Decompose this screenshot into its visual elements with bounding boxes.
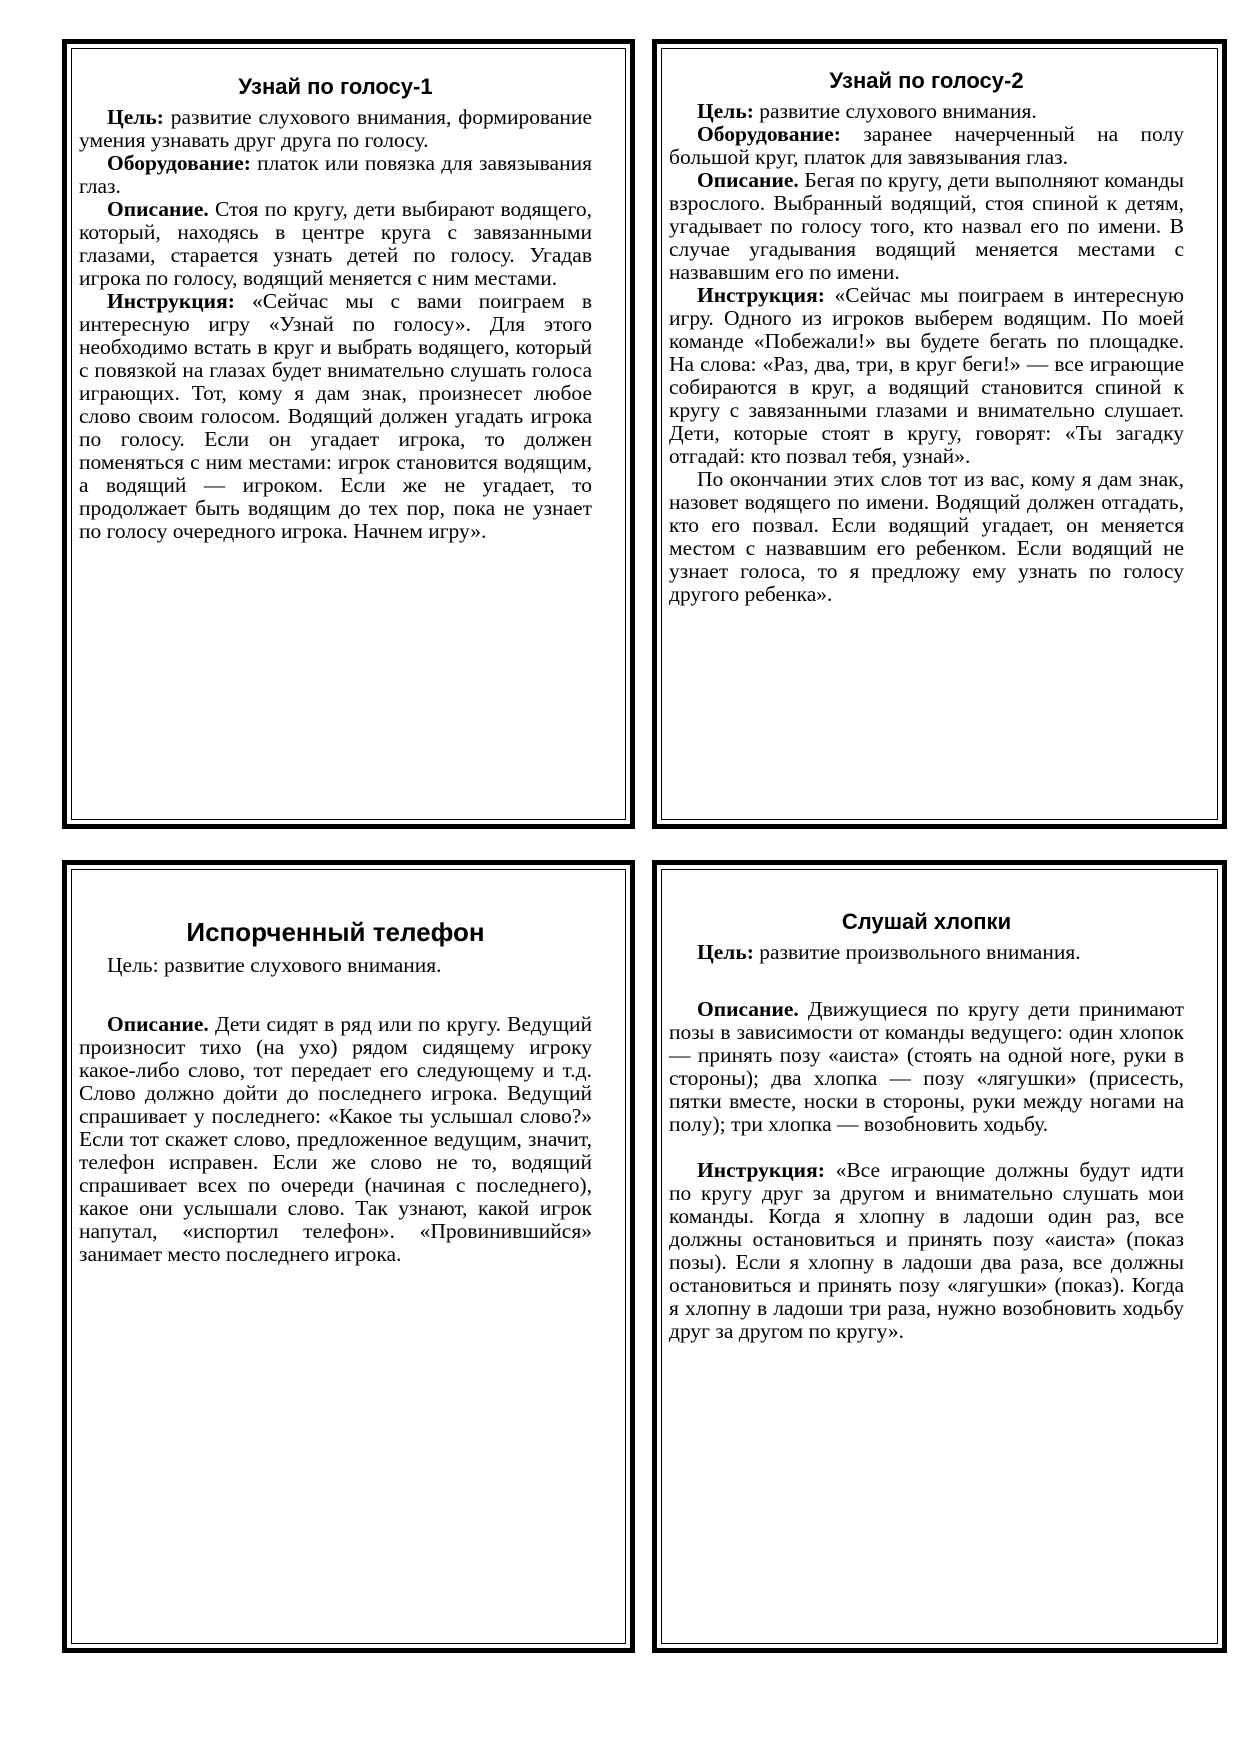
equipment-paragraph: Оборудование: заранее начерченный на полу большой круг, платок для завязывания глаз. — [669, 122, 1184, 169]
instruction-paragraph: Инструкция: «Все играющие должны будут идти по кругу друг за другом и внимательно слушать мои команды. Когда я хлопну в ладоши один раз, все должны остановиться и принять позу «аиста» (показ позы). Если я хлопну в ладоши два раза, все должны остановиться и принять позу «лягушки» (показ). Когда я хлопну в ладоши три раза, нужно возобновить ходьбу друг за другом по кругу». — [669, 1158, 1184, 1343]
goal-paragraph: Цель: развитие слухового внимания. — [107, 953, 442, 977]
goal-paragraph: Цель: развитие слухового внимания. — [697, 99, 1037, 123]
card-title: Узнай по голосу-1 — [238, 74, 433, 99]
equipment-paragraph: Оборудование: платок или повязка для завязывания глаз. — [79, 151, 592, 198]
instruction-paragraph: Инструкция: «Сейчас мы поиграем в интересную игру. Одного из игроков выберем водящим. По моей команде «Побежали!» вы будете бегать по площадке. На слова: «Раз, два, три, в круг беги!» — все играющие собираются в круг, а водящий становится спиной к кругу с завязанными глазами и внимательно слушает. Дети, которые стоят в кругу, говорят: «Ты загадку отгадай: кто позвал тебя, узнай». — [669, 283, 1184, 468]
card-broken-telephone — [62, 860, 635, 1653]
goal-paragraph: Цель: развитие произвольного внимания. — [697, 940, 1081, 964]
card-title: Слушай хлопки — [841, 909, 1012, 934]
instruction-continued-paragraph: По окончании этих слов тот из вас, кому я дам знак, назовет водящего по имени. Водящий должен отгадать, кто его позвал. Если водящий угадает, он меняется местом с назвавшим его ребенком. Если водящий не узнает голоса, то я предложу ему узнать по голосу другого ребенка». — [669, 467, 1184, 606]
card-title: Узнай по голосу-2 — [829, 68, 1024, 93]
description-paragraph: Описание. Бегая по кругу, дети выполняют команды взрослого. Выбранный водящий, стоя спиной к детям, угадывает по голосу того, кто назвал его по имени. В случае угадывания водящий меняется местами с назвавшим его по имени. — [669, 168, 1184, 284]
instruction-paragraph: Инструкция: «Сейчас мы с вами поиграем в интересную игру «Узнай по голосу». Для этого необходимо встать в круг и выбрать водящего, который с повязкой на глазах будет внимательно слушать голоса играющих. Тот, кому я дам знак, произнесет любое слово своим голосом. Водящий должен угадать игрока по голосу. Если он угадает игрока, то должен поменяться с ним местами: игрок становится водящим, а водящий — игроком. Если же не угадает, то продолжает быть водящим до тех пор, пока не узнает по голосу очередного игрока. Начнем игру». — [79, 289, 592, 543]
description-paragraph: Описание. Движущиеся по кругу дети принимают позы в зависимости от команды ведущего: один хлопок — принять позу «аиста» (стоять на одной ноге, руки в стороны); два хлопка — позу «лягушки» (присесть, пятки вместе, носки в стороны, руки между ногами на полу); три хлопка — возобновить ходьбу. — [669, 997, 1184, 1136]
card-guess-by-voice-1 — [62, 39, 635, 829]
description-paragraph: Описание. Стоя по кругу, дети выбирают водящего, который, находясь в центре круга с завязанными глазами, старается узнать детей по голосу. Угадав игрока по голосу, водящий меняется с ним местами. — [79, 197, 592, 290]
goal-paragraph: Цель: развитие слухового внимания, формирование умения узнавать друг друга по голосу. — [79, 105, 592, 152]
description-paragraph: Описание. Дети сидят в ряд или по кругу. Ведущий произносит тихо (на ухо) рядом сидящему игроку какое-либо слово, тот передает его следующему и т.д. Слово должно дойти до последнего игрока. Ведущий спрашивает у последнего: «Какое ты услышал слово?» Если тот скажет слово, предложенное ведущим, значит, телефон исправен. Если же слово не то, водящий спрашивает всех по очереди (начиная с последнего), какое они услышали слово. Так узнают, какой игрок напутал, «испортил телефон». «Провинившийся» занимает место последнего игрока. — [79, 1012, 592, 1266]
card-listen-claps — [652, 860, 1227, 1653]
card-title: Испорченный телефон — [186, 917, 485, 947]
card-guess-by-voice-2 — [652, 39, 1227, 829]
